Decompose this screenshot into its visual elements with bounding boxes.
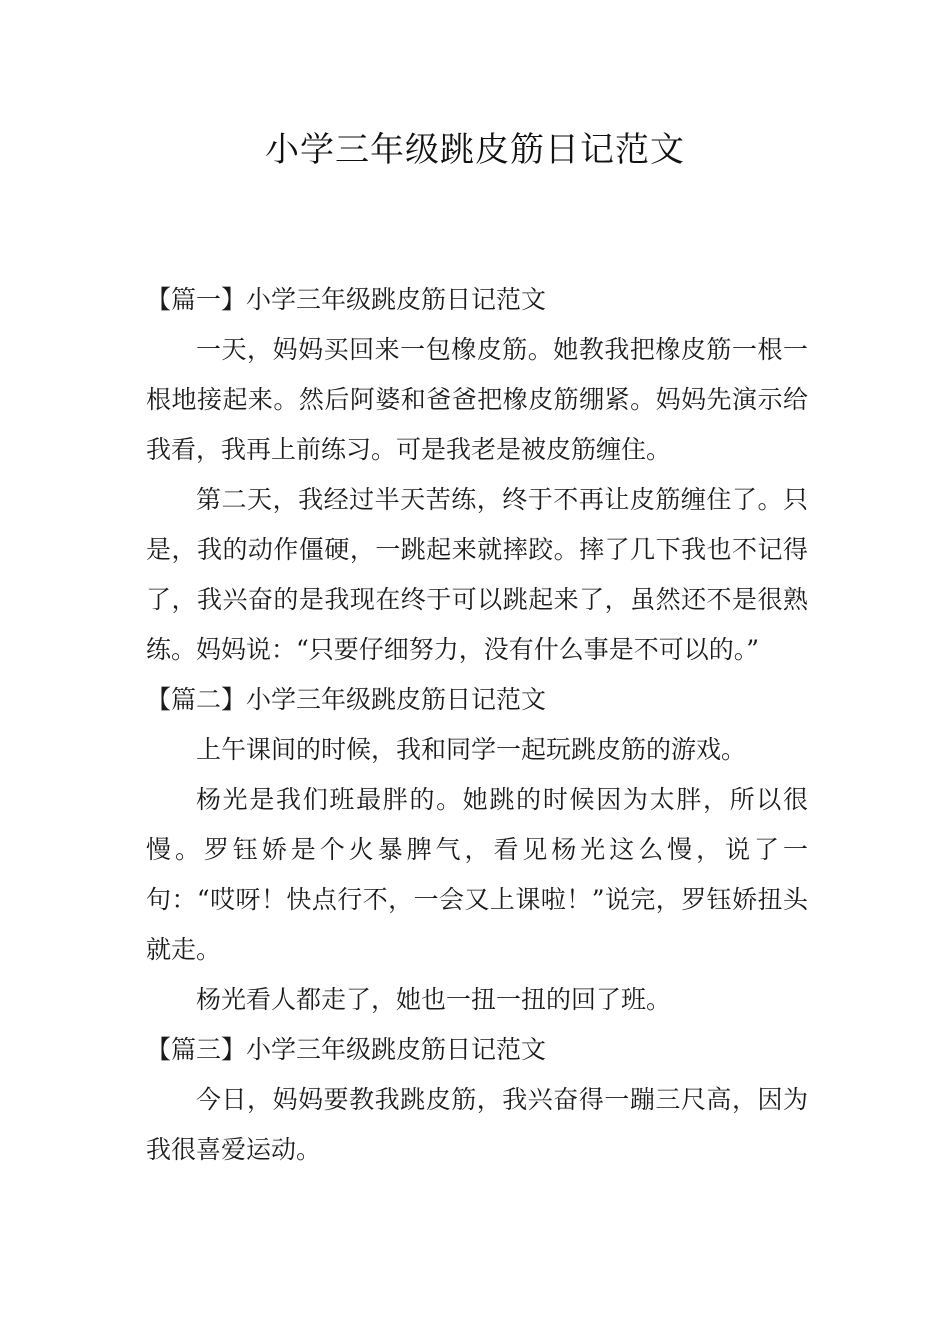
section-1-heading: 【篇一】小学三年级跳皮筋日记范文 <box>146 285 547 314</box>
section-2-paragraph-1: 上午课间的时候，我和同学一起玩跳皮筋的游戏。 <box>196 735 747 764</box>
document-title: 小学三年级跳皮筋日记范文 <box>265 130 685 170</box>
section-1-paragraph-1: 一天，妈妈买回来一包橡皮筋。她教我把橡皮筋一根一根地接起来。然后阿婆和爸爸把橡皮筋绷紧。妈妈先演示给我看，我再上前练习。可是我老是被皮筋缠住。 <box>146 335 808 464</box>
section-2-heading: 【篇二】小学三年级跳皮筋日记范文 <box>146 685 547 714</box>
section-1-paragraph-2: 第二天，我经过半天苦练，终于不再让皮筋缠住了。只是，我的动作僵硬，一跳起来就摔跤。摔了几下我也不记得了，我兴奋的是我现在终于可以跳起来了，虽然还不是很熟练。妈妈说：“只要仔细努力，没有什么事是不可以的。” <box>146 485 808 664</box>
section-2-paragraph-2: 杨光是我们班最胖的。她跳的时候因为太胖，所以很慢。罗钰娇是个火暴脾气，看见杨光这么慢，说了一句：“哎呀！快点行不，一会又上课啦！”说完，罗钰娇扭头就走。 <box>146 785 808 964</box>
document-body <box>146 275 808 1175</box>
section-3-heading: 【篇三】小学三年级跳皮筋日记范文 <box>146 1035 547 1064</box>
section-3-paragraph-1: 今日，妈妈要教我跳皮筋，我兴奋得一蹦三尺高，因为我很喜爱运动。 <box>146 1085 808 1164</box>
section-2-paragraph-3: 杨光看人都走了，她也一扭一扭的回了班。 <box>196 985 672 1014</box>
